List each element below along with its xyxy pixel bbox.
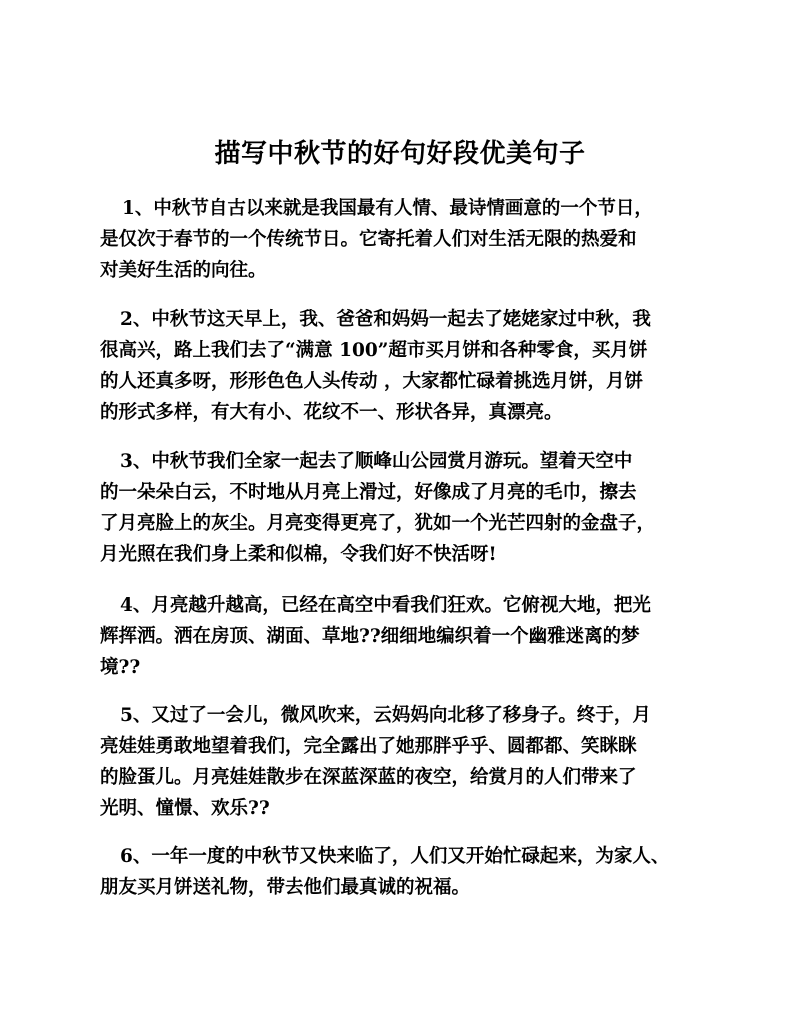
paragraph-line: 光明、憧憬、欢乐?? xyxy=(100,798,270,819)
paragraph-4 xyxy=(100,590,720,683)
paragraph-line: 是仅次于春节的一个传统节日。它寄托着人们对生活无限的热爱和 xyxy=(100,229,637,250)
paragraph-6 xyxy=(100,841,720,903)
paragraph-line: 月光照在我们身上柔和似棉，令我们好不快活呀! xyxy=(100,544,497,565)
paragraph-line: 的脸蛋儿。月亮娃娃散步在深蓝深蓝的夜空，给赏月的人们带来了 xyxy=(100,767,637,788)
paragraph-2 xyxy=(100,304,720,428)
paragraph-3 xyxy=(100,446,720,570)
paragraph-line: 3、中秋节我们全家一起去了顺峰山公园赏月游玩。望着天空中 xyxy=(120,451,633,472)
page-title: 描写中秋节的好句好段优美句子 xyxy=(214,139,586,169)
paragraph-line: 辉挥洒。洒在房顶、湖面、草地??细细地编织着一个幽雅迷离的梦 xyxy=(100,626,640,647)
paragraph-line: 的人还真多呀，形形色色人头传动 ，大家都忙碌着挑选月饼，月饼 xyxy=(100,371,643,392)
paragraph-1 xyxy=(100,193,720,286)
paragraph-line: 朋友买月饼送礼物，带去他们最真诚的祝福。 xyxy=(100,877,471,898)
paragraph-line: 了月亮脸上的灰尘。月亮变得更亮了，犹如一个光芒四射的金盘子， xyxy=(100,513,656,534)
paragraph-line: 的形式多样，有大有小、花纹不一、形状各异，真漂亮。 xyxy=(100,402,563,423)
paragraph-line: 境?? xyxy=(100,657,141,678)
paragraph-line: 4、月亮越升越高，已经在高空中看我们狂欢。它俯视大地，把光 xyxy=(120,595,651,616)
paragraph-line: 亮娃娃勇敢地望着我们，完全露出了她那胖乎乎、圆都都、笑眯眯 xyxy=(100,736,637,757)
paragraph-line: 很高兴，路上我们去了“满意 100”超市买月饼和各种零食，买月饼 xyxy=(100,340,648,361)
paragraph-line: 2、中秋节这天早上，我、爸爸和妈妈一起去了姥姥家过中秋，我 xyxy=(120,309,651,330)
paragraph-5 xyxy=(100,700,720,824)
paragraph-line: 对美好生活的向往。 xyxy=(100,260,267,281)
paragraph-line: 1、中秋节自古以来就是我国最有人情、最诗情画意的一个节日， xyxy=(122,198,653,219)
paragraph-line: 的一朵朵白云，不时地从月亮上滑过，好像成了月亮的毛巾，擦去 xyxy=(100,482,637,503)
paragraph-line: 5、又过了一会儿，微风吹来，云妈妈向北移了移身子。终于，月 xyxy=(120,705,651,726)
paragraph-line: 6、一年一度的中秋节又快来临了，人们又开始忙碌起来，为家人、 xyxy=(120,846,670,867)
